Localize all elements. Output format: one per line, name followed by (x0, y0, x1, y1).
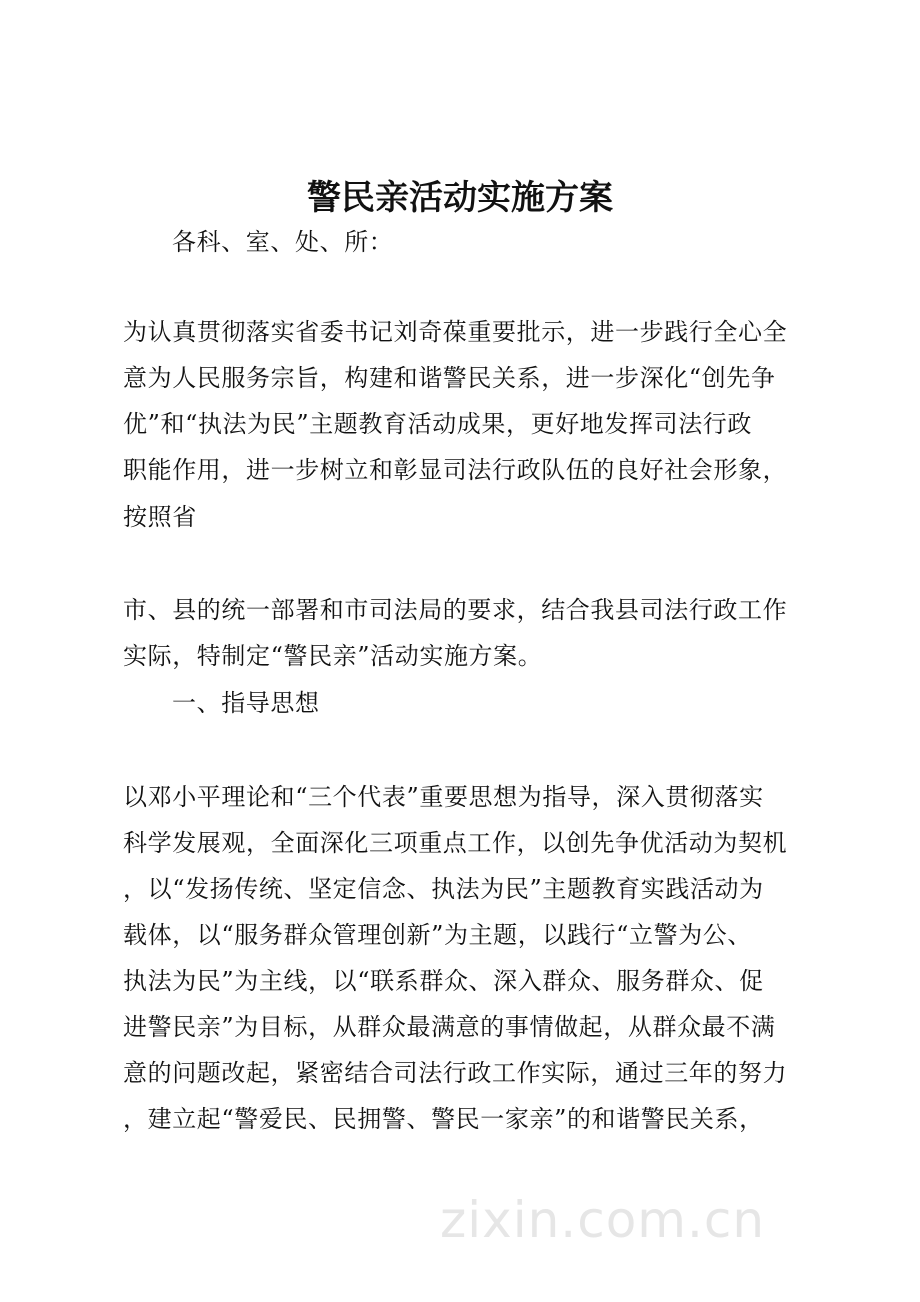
text-line: 市、县的统一部署和市司法局的要求，结合我县司法行政工作 (123, 596, 788, 624)
text-line: 为认真贯彻落实省委书记刘奇葆重要批示，进一步践行全心全 (123, 318, 788, 346)
watermark: zixin.com.cn (440, 1191, 766, 1249)
text-line: 实际，特制定“警民亲”活动实施方案。 (123, 642, 543, 670)
salutation: 各科、室、处、所： (172, 228, 394, 256)
text-line: 执法为民”为主线，以“联系群众、深入群众、服务群众、促 (123, 967, 764, 995)
text-line: ，以“发扬传统、坚定信念、执法为民”主题教育实践活动为 (123, 875, 764, 903)
text-line: 意的问题改起，紧密结合司法行政工作实际，通过三年的努力 (123, 1059, 788, 1087)
text-line: 以邓小平理论和“三个代表”重要思想为指导，深入贯彻落实 (123, 783, 764, 811)
text-line: ，建立起“警爱民、民拥警、警民一家亲”的和谐警民关系， (123, 1105, 764, 1133)
text-line: 载体，以“服务群众管理创新”为主题，以践行“立警为公、 (123, 921, 753, 949)
text-line: 优”和“执法为民”主题教育活动成果，更好地发挥司法行政 (123, 410, 753, 438)
text-line: 进警民亲”为目标，从群众最满意的事情做起，从群众最不满 (123, 1013, 776, 1041)
document-title: 警民亲活动实施方案 (307, 178, 613, 218)
section-heading: 一、指导思想 (172, 689, 320, 717)
text-line: 职能作用，进一步树立和彰显司法行政队伍的良好社会形象， (123, 456, 788, 484)
text-line: 意为人民服务宗旨，构建和谐警民关系，进一步深化“创先争 (123, 364, 776, 392)
text-line: 按照省 (123, 503, 197, 531)
text-line: 科学发展观，全面深化三项重点工作，以创先争优活动为契机 (123, 829, 788, 857)
